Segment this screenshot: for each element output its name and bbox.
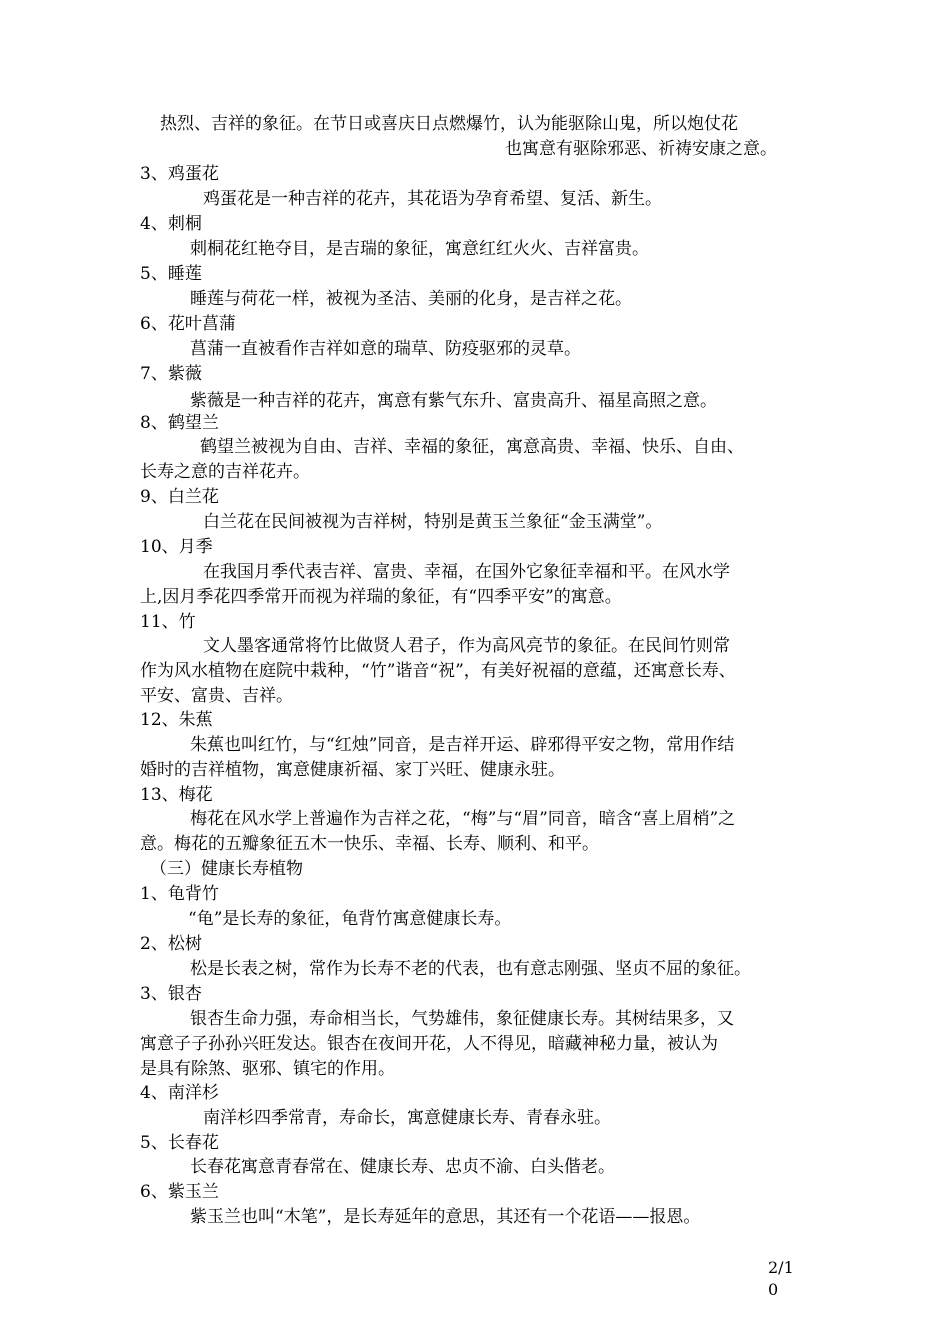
section-heading: 12、朱蕉 bbox=[140, 710, 213, 730]
section-heading: 5、睡莲 bbox=[140, 264, 202, 284]
text-line: 上,因月季花四季常开而视为祥瑞的象征，有“四季平安”的寓意。 bbox=[140, 587, 622, 607]
text-line: 平安、富贵、吉祥。 bbox=[140, 686, 293, 706]
text-line: 文人墨客通常将竹比做贤人君子，作为高风亮节的象征。在民间竹则常 bbox=[203, 636, 730, 656]
section-heading: 6、花叶菖蒲 bbox=[140, 314, 236, 334]
section-heading: 11、竹 bbox=[140, 612, 196, 632]
section-heading: 2、松树 bbox=[140, 934, 202, 954]
section-heading: 4、刺桐 bbox=[140, 214, 202, 234]
section-heading: 1、龟背竹 bbox=[140, 884, 219, 904]
section-heading: 10、月季 bbox=[140, 537, 213, 557]
text-line: “龟”是长寿的象征，龟背竹寓意健康长寿。 bbox=[188, 909, 512, 929]
text-line: 刺桐花红艳夺目，是吉瑞的象征，寓意红红火火、吉祥富贵。 bbox=[190, 239, 649, 259]
section-heading: 3、银杏 bbox=[140, 984, 202, 1004]
text-line: 南洋杉四季常青，寿命长，寓意健康长寿、青春永驻。 bbox=[203, 1108, 611, 1128]
text-line: 也寓意有驱除邪恶、祈祷安康之意。 bbox=[505, 139, 777, 159]
text-line: 作为风水植物在庭院中栽种，“竹”谐音“祝”，有美好祝福的意蕴，还寓意长寿、 bbox=[140, 661, 736, 681]
page-number-continued: 0 bbox=[768, 1280, 779, 1299]
text-line: 菖蒲一直被看作吉祥如意的瑞草、防疫驱邪的灵草。 bbox=[190, 339, 581, 359]
text-line: 长春花寓意青春常在、健康长寿、忠贞不渝、白头偕老。 bbox=[190, 1157, 615, 1177]
section-heading: 9、白兰花 bbox=[140, 487, 219, 507]
text-line: 松是长表之树，常作为长寿不老的代表，也有意志刚强、坚贞不屈的象征。 bbox=[190, 959, 751, 979]
text-line: 在我国月季代表吉祥、富贵、幸福，在国外它象征幸福和平。在风水学 bbox=[203, 562, 730, 582]
text-line: 婚时的吉祥植物，寓意健康祈福、家丁兴旺、健康永驻。 bbox=[140, 760, 565, 780]
subsection-heading: （三）健康长寿植物 bbox=[150, 859, 303, 879]
text-line: 长寿之意的吉祥花卉。 bbox=[140, 462, 310, 482]
section-heading: 7、紫薇 bbox=[140, 364, 202, 384]
text-line: 鸡蛋花是一种吉祥的花卉，其花语为孕育希望、复活、新生。 bbox=[203, 189, 662, 209]
section-heading: 4、南洋杉 bbox=[140, 1083, 219, 1103]
text-line: 热烈、吉祥的象征。在节日或喜庆日点燃爆竹，认为能驱除山鬼，所以炮仗花 bbox=[160, 114, 738, 134]
section-heading: 6、紫玉兰 bbox=[140, 1182, 219, 1202]
text-line: 紫玉兰也叫“木笔”，是长寿延年的意思，其还有一个花语——报恩。 bbox=[190, 1207, 701, 1227]
text-line: 意。梅花的五瓣象征五木一快乐、幸福、长寿、顺利、和平。 bbox=[140, 834, 599, 854]
text-line: 睡莲与荷花一样，被视为圣洁、美丽的化身，是吉祥之花。 bbox=[190, 289, 632, 309]
text-line: 紫薇是一种吉祥的花卉，寓意有紫气东升、富贵高升、福星高照之意。 bbox=[190, 391, 717, 411]
text-line: 白兰花在民间被视为吉祥树，特别是黄玉兰象征“金玉满堂”。 bbox=[203, 512, 663, 532]
text-line: 梅花在风水学上普遍作为吉祥之花，“梅”与“眉”同音，暗含“喜上眉梢”之 bbox=[190, 809, 736, 829]
text-line: 是具有除煞、驱邪、镇宅的作用。 bbox=[140, 1059, 395, 1079]
text-line: 银杏生命力强，寿命相当长，气势雄伟，象征健康长寿。其树结果多，又 bbox=[190, 1009, 734, 1029]
section-heading: 8、鹤望兰 bbox=[140, 413, 219, 433]
page-number: 2/1 bbox=[768, 1258, 794, 1277]
text-line: 寓意子子孙孙兴旺发达。银杏在夜间开花，人不得见，暗藏神秘力量，被认为 bbox=[140, 1034, 718, 1054]
text-line: 朱蕉也叫红竹，与“红烛”同音，是吉祥开运、辟邪得平安之物，常用作结 bbox=[190, 735, 735, 755]
text-line: 鹤望兰被视为自由、吉祥、幸福的象征，寓意高贵、幸福、快乐、自由、 bbox=[200, 437, 744, 457]
section-heading: 5、长春花 bbox=[140, 1133, 219, 1153]
section-heading: 3、鸡蛋花 bbox=[140, 164, 219, 184]
section-heading: 13、梅花 bbox=[140, 785, 213, 805]
